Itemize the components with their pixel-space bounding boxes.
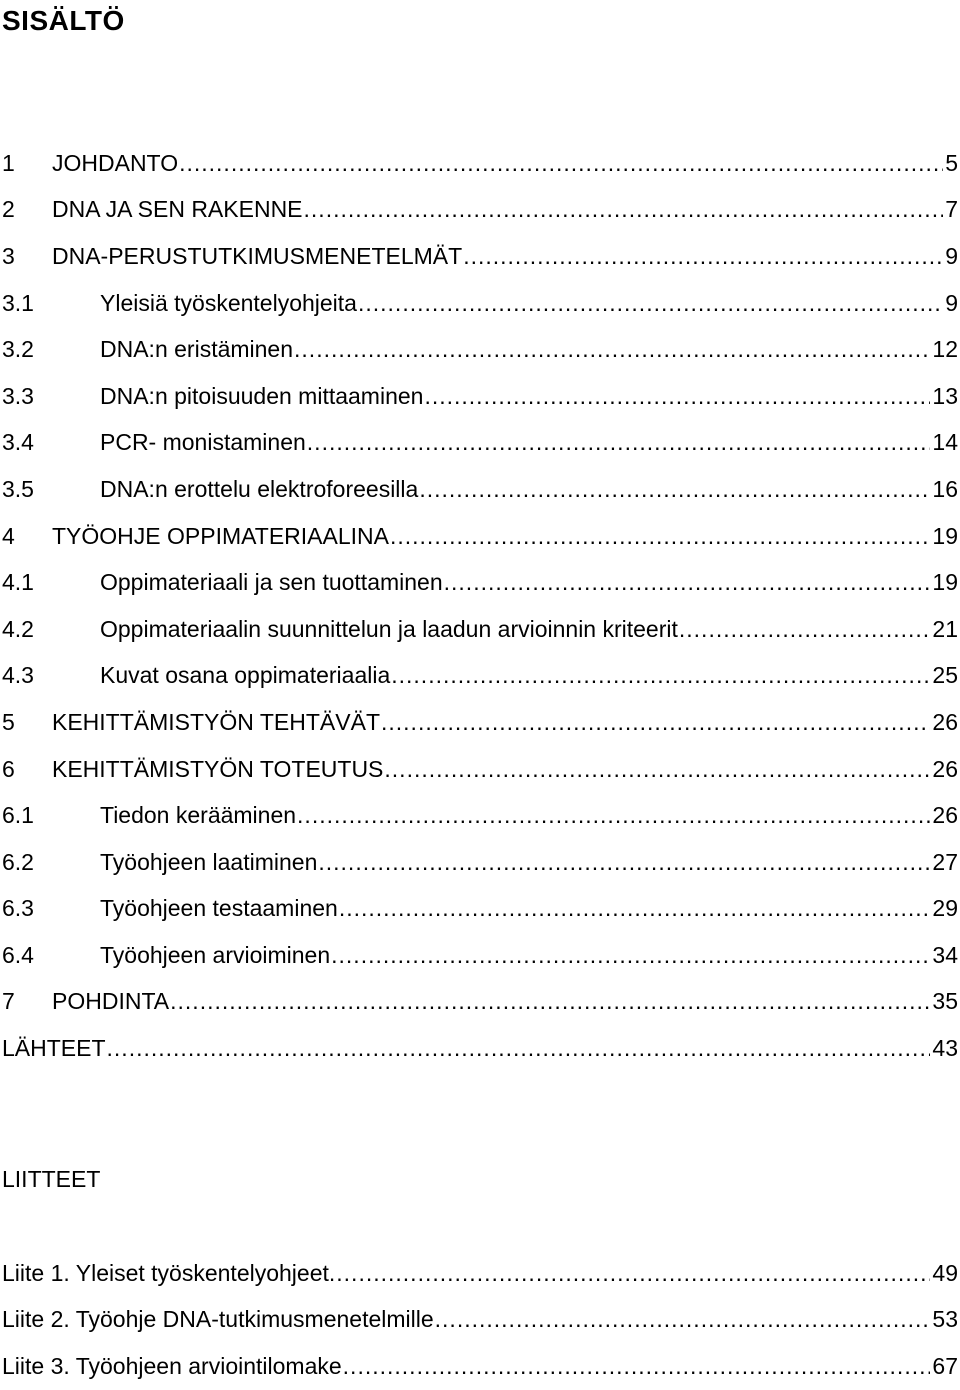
toc-leader-dots	[331, 942, 930, 969]
appendix-heading: LIITTEET	[2, 1166, 101, 1192]
toc-entry-number: 6.2	[2, 848, 34, 875]
appendix-entry-title: Liite 3. Työohjeen arviointilomake	[2, 1352, 342, 1379]
table-of-contents	[0, 140, 958, 1072]
toc-leader-dots	[463, 243, 943, 270]
toc-entry-page: 35	[932, 988, 958, 1015]
toc-leader-dots	[679, 616, 931, 643]
toc-entry-title: Kuvat osana oppimateriaalia	[100, 662, 391, 689]
toc-entry-title: Työohjeen laatiminen	[100, 848, 318, 875]
toc-leader-dots	[424, 383, 930, 410]
toc-entry[interactable]	[0, 559, 958, 606]
toc-entry-number: 3	[2, 242, 15, 269]
toc-entry-number: 3.2	[2, 336, 34, 363]
toc-leader-dots	[318, 849, 930, 876]
toc-leader-dots	[419, 476, 930, 503]
toc-entry[interactable]	[0, 187, 958, 234]
toc-leader-dots	[294, 336, 930, 363]
toc-entry-title: DNA:n erottelu elektroforeesilla	[100, 475, 419, 502]
toc-entry[interactable]	[0, 280, 958, 327]
toc-entry-page: 9	[945, 289, 958, 316]
toc-entry-page: 43	[932, 1035, 958, 1062]
toc-entry-page: 19	[932, 569, 958, 596]
toc-entry-page: 5	[945, 149, 958, 176]
page-title: SISÄLTÖ	[2, 5, 125, 36]
toc-entry[interactable]	[0, 466, 958, 513]
toc-entry[interactable]	[0, 979, 958, 1026]
toc-leader-dots	[170, 988, 930, 1015]
toc-entry-page: 25	[932, 662, 958, 689]
appendix-entry-page: 67	[932, 1352, 958, 1379]
appendix-entry[interactable]	[0, 1250, 958, 1297]
toc-entry-number: 2	[2, 196, 15, 223]
toc-entry[interactable]	[0, 373, 958, 420]
toc-entry-title: KEHITTÄMISTYÖN TOTEUTUS	[52, 755, 384, 782]
toc-entry-number: 7	[2, 988, 15, 1015]
toc-entry-number: 6.4	[2, 941, 34, 968]
toc-entry-page: 26	[932, 755, 958, 782]
toc-leader-dots	[358, 290, 943, 317]
toc-entry-number: 5	[2, 708, 15, 735]
toc-leader-dots	[297, 802, 930, 829]
toc-leader-dots	[304, 196, 944, 223]
toc-entry-title: Yleisiä työskentelyohjeita	[100, 289, 357, 316]
toc-entry-page: 12	[932, 336, 958, 363]
toc-entry-title: DNA:n pitoisuuden mittaaminen	[100, 382, 424, 409]
toc-entry[interactable]	[0, 653, 958, 700]
toc-entry-title: DNA:n eristäminen	[100, 336, 294, 363]
toc-entry-page: 14	[932, 429, 958, 456]
toc-entry-page: 21	[932, 615, 958, 642]
toc-entry-number: 3.5	[2, 475, 34, 502]
appendix-leader-dots	[435, 1306, 931, 1333]
toc-entry-number: 3.3	[2, 382, 34, 409]
toc-entry-title: Työohjeen testaaminen	[100, 895, 338, 922]
toc-leader-dots	[307, 429, 931, 456]
toc-leader-dots	[179, 150, 943, 177]
toc-entry-page: 27	[932, 848, 958, 875]
toc-entry-title: PCR- monistaminen	[100, 429, 306, 456]
toc-entry-page: 9	[945, 242, 958, 269]
toc-entry-number: 1	[2, 149, 15, 176]
appendix-entry-page: 49	[932, 1259, 958, 1286]
toc-entry-title: Tiedon kerääminen	[100, 802, 297, 829]
toc-entry-title: POHDINTA	[52, 988, 170, 1015]
toc-entry-title: LÄHTEET	[2, 1035, 106, 1062]
toc-entry-title: DNA JA SEN RAKENNE	[52, 196, 303, 223]
toc-leader-dots	[384, 756, 930, 783]
appendix-entry[interactable]	[0, 1297, 958, 1344]
toc-entry[interactable]	[0, 932, 958, 979]
toc-leader-dots	[107, 1035, 931, 1062]
appendix-leader-dots	[336, 1260, 930, 1287]
toc-entry-number: 3.1	[2, 289, 34, 316]
toc-entry-number: 6	[2, 755, 15, 782]
toc-entry-number: 3.4	[2, 429, 34, 456]
toc-entry[interactable]	[0, 886, 958, 933]
appendix-entry-title: Liite 2. Työohje DNA-tutkimusmenetelmille	[2, 1306, 434, 1333]
toc-entry-page: 26	[932, 708, 958, 735]
toc-entry[interactable]	[0, 606, 958, 653]
toc-entry-title: Työohjeen arvioiminen	[100, 941, 331, 968]
toc-entry-number: 4.1	[2, 569, 34, 596]
toc-entry[interactable]	[0, 746, 958, 793]
toc-entry-number: 6.1	[2, 802, 34, 829]
toc-entry[interactable]	[0, 420, 958, 467]
toc-entry[interactable]	[0, 513, 958, 560]
toc-entry[interactable]	[0, 699, 958, 746]
toc-entry[interactable]	[0, 792, 958, 839]
appendix-entry[interactable]	[0, 1343, 958, 1390]
toc-entry-title: TYÖOHJE OPPIMATERIAALINA	[52, 522, 389, 549]
toc-entry-page: 19	[932, 522, 958, 549]
toc-leader-dots	[444, 569, 931, 596]
toc-entry-page: 16	[932, 475, 958, 502]
appendix-list	[0, 1250, 958, 1390]
appendix-leader-dots	[343, 1353, 931, 1380]
toc-entry-title: Oppimateriaali ja sen tuottaminen	[100, 569, 443, 596]
toc-entry-page: 13	[932, 382, 958, 409]
toc-entry-number: 4	[2, 522, 15, 549]
toc-entry-number: 4.3	[2, 662, 34, 689]
toc-entry-title: Oppimateriaalin suunnittelun ja laadun arvioinnin kriteerit	[100, 615, 678, 642]
toc-entry-page: 29	[932, 895, 958, 922]
toc-entry-page: 34	[932, 941, 958, 968]
toc-entry[interactable]	[0, 326, 958, 373]
toc-entry-title: KEHITTÄMISTYÖN TEHTÄVÄT	[52, 708, 380, 735]
toc-entry-page: 26	[932, 802, 958, 829]
toc-entry-title: JOHDANTO	[52, 149, 179, 176]
appendix-entry-page: 53	[932, 1306, 958, 1333]
toc-entry-number: 6.3	[2, 895, 34, 922]
toc-entry[interactable]	[0, 233, 958, 280]
toc-entry[interactable]	[0, 140, 958, 187]
toc-entry-number: 4.2	[2, 615, 34, 642]
toc-entry[interactable]	[0, 839, 958, 886]
toc-leader-dots	[381, 709, 930, 736]
toc-leader-dots	[390, 523, 930, 550]
toc-entry-page: 7	[945, 196, 958, 223]
appendix-entry-title: Liite 1. Yleiset työskentelyohjeet.	[2, 1259, 336, 1286]
toc-leader-dots	[391, 662, 930, 689]
toc-entry[interactable]	[0, 1025, 958, 1072]
toc-leader-dots	[339, 895, 931, 922]
toc-entry-title: DNA-PERUSTUTKIMUSMENETELMÄT	[52, 242, 463, 269]
